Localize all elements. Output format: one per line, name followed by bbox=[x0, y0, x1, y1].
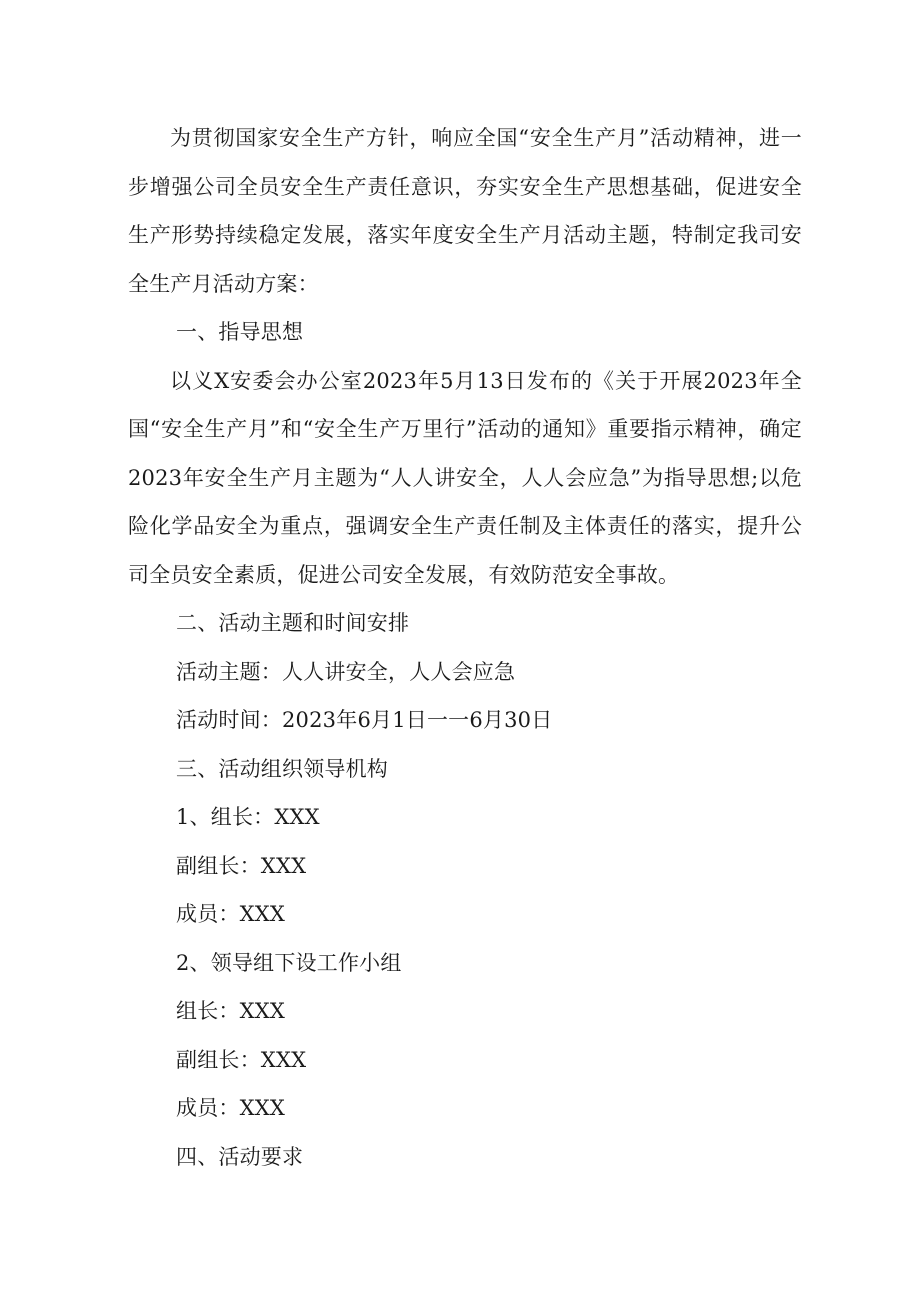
activity-theme-line: 活动主题：人人讲安全，人人会应急 bbox=[176, 659, 516, 684]
working-group-leader-line: 组长：XXX bbox=[176, 999, 286, 1023]
intro-paragraph: 为贯彻国家安全生产方针，响应全国“安全生产月”活动精神，进一步增强公司全员安全生产责任意识，夯实安全生产思想基础，促进安全生产形势持续稳定发展，落实年度安全生产月活动主题，特制定我司安全生产月活动方案： bbox=[128, 126, 802, 296]
org-leader-line: 1、组长：XXX bbox=[176, 805, 320, 829]
activity-time-line: 活动时间：2023年6月1日一一6月30日 bbox=[176, 708, 553, 732]
org-members-line: 成员：XXX bbox=[176, 902, 286, 926]
section-heading-requirements: 四、活动要求 bbox=[176, 1144, 304, 1169]
working-group-heading: 2、领导组下设工作小组 bbox=[176, 950, 402, 975]
working-group-members-line: 成员：XXX bbox=[176, 1096, 286, 1120]
working-group-deputy-line: 副组长：XXX bbox=[176, 1047, 307, 1072]
section-heading-theme-and-schedule: 二、活动主题和时间安排 bbox=[176, 611, 410, 635]
org-deputy-leader-line: 副组长：XXX bbox=[176, 853, 307, 878]
section-heading-guiding-ideology: 一、指导思想 bbox=[176, 320, 304, 344]
section-heading-organization: 三、活动组织领导机构 bbox=[176, 756, 388, 781]
guiding-ideology-paragraph: 以义X安委会办公室2023年5月13日发布的《关于开展2023年全国“安全生产月”和“安全生产万里行”活动的通知》重要指示精神，确定2023年安全生产月主题为“人人讲安全，人人会应急”为指导思想;以危险化学品安全为重点，强调安全生产责任制及主体责任的落实，提升公司全员安全素质，促进公司安全发展，有效防范安全事故。 bbox=[128, 368, 802, 587]
